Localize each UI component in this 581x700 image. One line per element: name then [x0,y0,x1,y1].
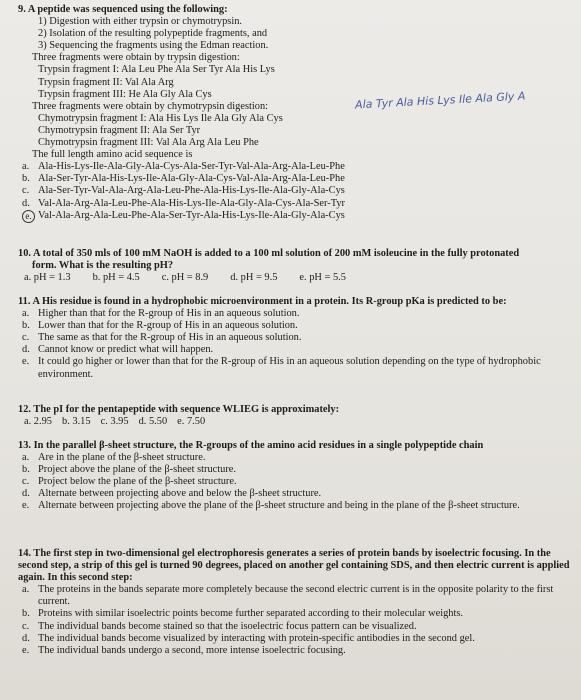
trypsin-fragment-1: Trypsin fragment I: Ala Leu Phe Ala Ser Tyr Ala His Lys [38,64,275,76]
q11-option-a[interactable]: a. Higher than that for the R-group of His in an aqueous solution. [22,308,300,320]
q12-option-c[interactable]: c. 3.95 [100,416,129,428]
q9-option-e[interactable]: e. Val-Ala-Arg-Ala-Leu-Phe-Ala-Ser-Tyr-Ala-His-Lys-Ile-Ala-Gly-Ala-Cys [18,210,574,223]
q11-option-b[interactable]: b. Lower than that for the R-group of His in an aqueous solution. [22,320,298,332]
q13-option-a[interactable]: a. Are in the plane of the β-sheet structure. [22,452,206,464]
question-11-title: 11. A His residue is found in a hydrophobic microenvironment in a protein. Its R-group pKa is predicted to be: [18,296,507,307]
trypsin-intro: Three fragments were obtain by trypsin digestion: [32,52,240,64]
q12-option-b[interactable]: b. 3.15 [62,416,91,428]
chymo-fragment-1: Chymotrypsin fragment I: Ala His Lys Ile Ala Gly Ala Cys [38,112,283,124]
q9-option-b[interactable]: b. Ala-Ser-Tyr-Ala-His-Lys-Ile-Ala-Gly-Ala-Cys-Val-Ala-Arg-Ala-Leu-Phe [22,173,345,185]
q9-option-c[interactable]: c. Ala-Ser-Tyr-Val-Ala-Arg-Ala-Leu-Phe-Ala-His-Lys-Ile-Ala-Gly-Ala-Cys [22,185,345,197]
full-sequence-intro: The full length amino acid sequence is [32,149,193,161]
q10-options [18,272,574,284]
q11-option-e[interactable]: e. It could go higher or lower than that for the R-group of His in an aqueous solution depending on the type of hydrophobic environment. [22,356,541,380]
trypsin-fragment-2: Trypsin fragment II: Val Ala Arg [38,76,174,88]
question-13-title: 13. In the parallel β-sheet structure, the R-groups of the amino acid residues in a single polypeptide chain [18,440,484,451]
q12-option-a[interactable]: a. 2.95 [24,416,52,428]
q14-option-b[interactable]: b. Proteins with similar isoelectric points become further separated according to their molecular weights. [22,608,464,620]
q9-option-a[interactable]: a. Ala-His-Lys-Ile-Ala-Gly-Ala-Cys-Ala-Ser-Tyr-Val-Ala-Arg-Ala-Leu-Phe [22,161,345,173]
step-2: 2) Isolation of the resulting polypeptide fragments, and [38,28,268,40]
question-10-title-2: form. What is the resulting pH? [32,260,174,272]
q14-option-e[interactable]: e. The individual bands undergo a second, more intense isoelectric focusing. [22,644,346,656]
question-14-title: 14. The first step in two-dimensional gel electrophoresis generates a series of protein bands by isoelectric focusing. In the second step, a strip of this gel is turned 90 degrees, placed on another gel containing SDS, and then electric current is applied again. In this second step: [18,548,570,584]
q10-option-b[interactable]: b. pH = 4.5 [92,272,140,284]
q12-option-e[interactable]: e. 7.50 [177,416,206,428]
q11-option-c[interactable]: c. The same as that for the R-group of His in an aqueous solution. [22,332,302,344]
q13-option-c[interactable]: c. Project below the plane of the β-sheet structure. [22,476,237,488]
question-10 [18,248,574,284]
chymo-fragment-2: Chymotrypsin fragment II: Ala Ser Tyr [38,124,201,136]
question-10-title: 10. A total of 350 mls of 100 mM NaOH is added to a 100 ml solution of 200 mM isoleucine in the fully protonated [18,248,520,259]
question-9 [18,4,574,223]
chymo-intro: Three fragments were obtain by chymotrypsin digestion: [32,100,269,112]
q13-option-b[interactable]: b. Project above the plane of the β-sheet structure. [22,464,237,476]
q14-option-a[interactable]: a. The proteins in the bands separate more completely because the second electric current is in the opposite polarity to the first current. [22,584,554,608]
q10-option-d[interactable]: d. pH = 9.5 [230,272,278,284]
question-13 [18,440,574,513]
q12-options [18,416,574,428]
handwritten-note: Ala Tyr Ala His Lys Ile Ala Gly A [354,89,526,112]
q10-option-e[interactable]: e. pH = 5.5 [299,272,346,284]
q14-option-d[interactable]: d. The individual bands become visualized by interacting with protein-specific antibodies in the second gel. [22,632,475,644]
question-12 [18,404,574,428]
q10-option-c[interactable]: c. pH = 8.9 [161,272,209,284]
question-14 [18,548,574,657]
answer-circle: e. [22,210,35,223]
question-12-title: 12. The pI for the pentapeptide with sequence WLIEG is approximately: [18,404,340,415]
q13-option-e[interactable]: e. Alternate between projecting above the plane of the β-sheet structure and being in the plane of the β-sheet structure. [22,500,520,512]
q11-option-d[interactable]: d. Cannot know or predict what will happen. [22,344,214,356]
step-1: 1) Digestion with either trypsin or chymotrypsin. [38,16,243,28]
trypsin-fragment-3: Trypsin fragment III: He Ala Gly Ala Cys [38,88,212,100]
question-9-title: 9. A peptide was sequenced using the following: [18,4,228,15]
q12-option-d[interactable]: d. 5.50 [138,416,168,428]
q13-option-d[interactable]: d. Alternate between projecting above and below the β-sheet structure. [22,488,322,500]
q9-option-d[interactable]: d. Val-Ala-Arg-Ala-Leu-Phe-Ala-His-Lys-Ile-Ala-Gly-Ala-Cys-Ala-Ser-Tyr [22,197,346,209]
question-11 [18,296,574,381]
q10-option-a[interactable]: a. pH = 1.3 [24,272,71,284]
chymo-fragment-3: Chymotrypsin fragment III: Val Ala Arg Ala Leu Phe [38,137,259,149]
step-3: 3) Sequencing the fragments using the Edman reaction. [38,40,269,52]
q14-option-c[interactable]: c. The individual bands become stained so that the isoelectric focus pattern can be visualized. [22,620,417,632]
